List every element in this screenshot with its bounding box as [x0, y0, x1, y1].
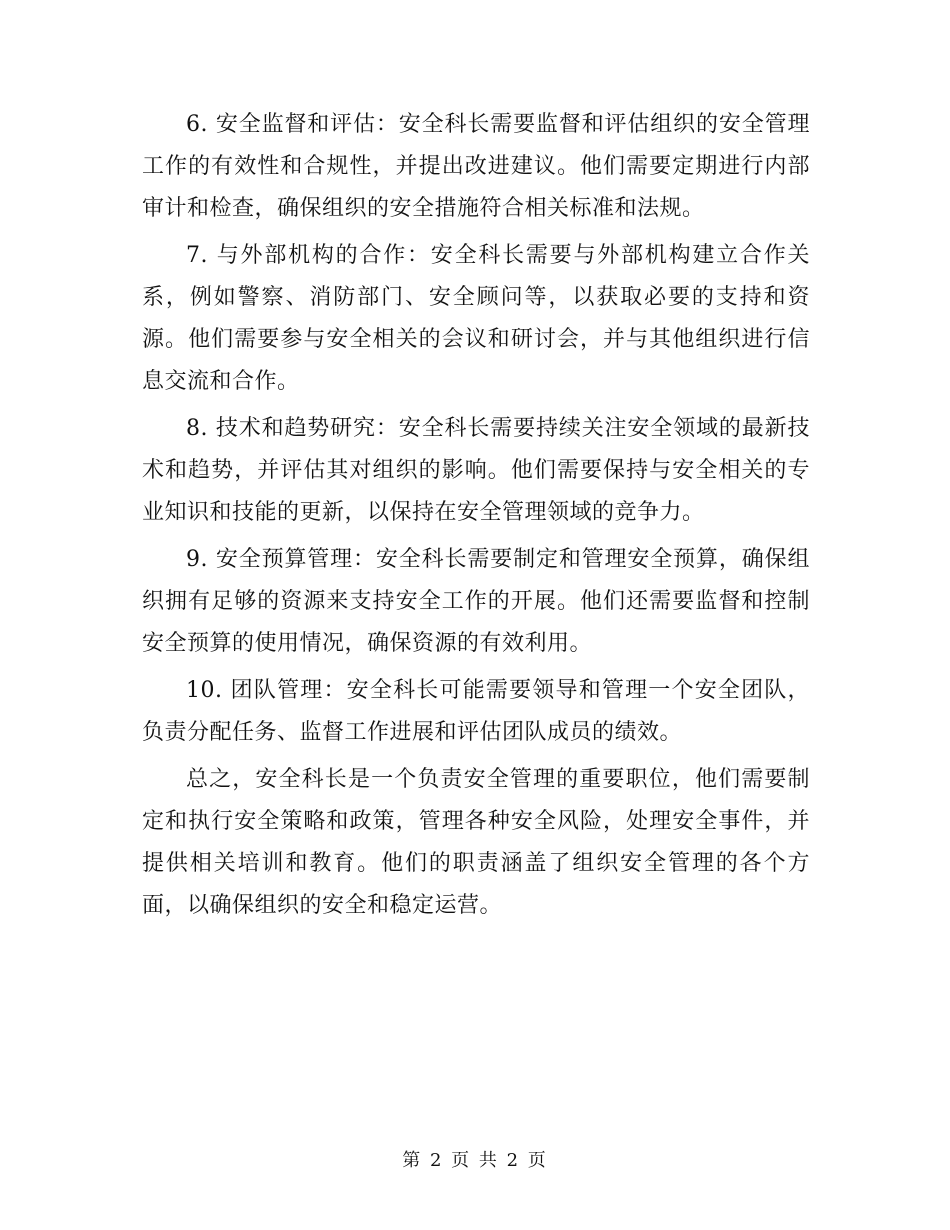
document-body	[142, 104, 810, 932]
page-footer: 第 2 页 共 2 页	[402, 1150, 548, 1171]
paragraph-item-6: 6. 安全监督和评估：安全科长需要监督和评估组织的安全管理工作的有效性和合规性，并提出改进建议。他们需要定期进行内部审计和检查，确保组织的安全措施符合相关标准和法规。	[142, 112, 810, 221]
paragraph-item-7: 7. 与外部机构的合作：安全科长需要与外部机构建立合作关系，例如警察、消防部门、安全顾问等，以获取必要的支持和资源。他们需要参与安全相关的会议和研讨会，并与其他组织进行信息交流和合作。	[142, 243, 810, 394]
paragraph-item-10: 10. 团队管理：安全科长可能需要领导和管理一个安全团队，负责分配任务、监督工作进展和评估团队成员的绩效。	[142, 678, 810, 745]
paragraph-summary: 总之，安全科长是一个负责安全管理的重要职位，他们需要制定和执行安全策略和政策，管理各种安全风险，处理安全事件，并提供相关培训和教育。他们的职责涵盖了组织安全管理的各个方面，以确保组织的安全和稳定运营。	[142, 767, 810, 918]
paragraph-item-8: 8. 技术和趋势研究：安全科长需要持续关注安全领域的最新技术和趋势，并评估其对组织的影响。他们需要保持与安全相关的专业知识和技能的更新，以保持在安全管理领域的竞争力。	[142, 416, 810, 525]
paragraph-item-9: 9. 安全预算管理：安全科长需要制定和管理安全预算，确保组织拥有足够的资源来支持安全工作的开展。他们还需要监督和控制安全预算的使用情况，确保资源的有效利用。	[142, 547, 810, 656]
